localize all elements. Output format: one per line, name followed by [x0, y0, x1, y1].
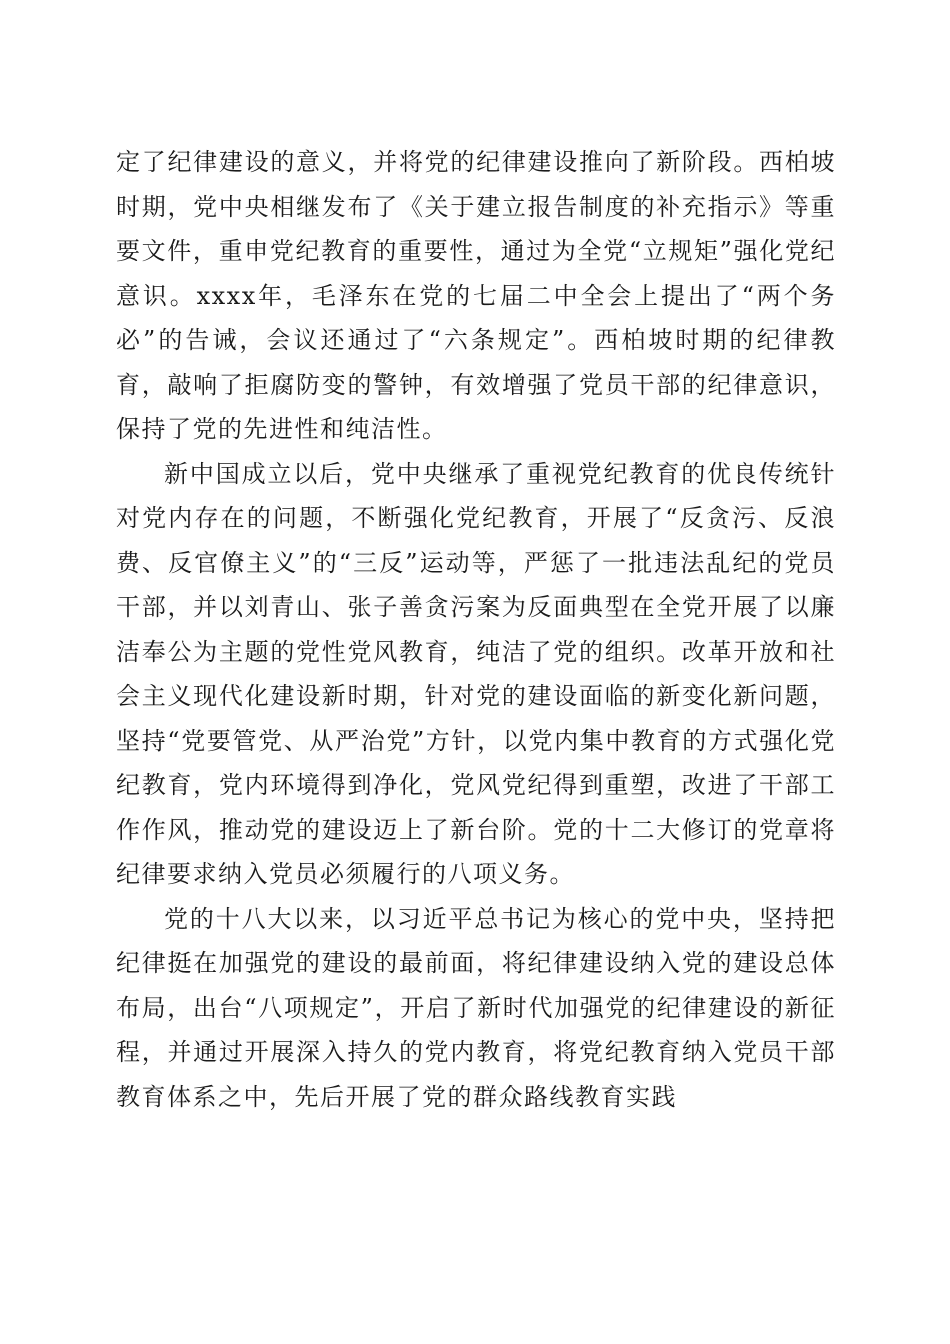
paragraph-new-china: 新中国成立以后，党中央继承了重视党纪教育的优良传统针对党内存在的问题，不断强化党纪教育，开展了“反贪污、反浪费、反官僚主义”的“三反”运动等，严惩了一批违法乱纪的党员干部，并以刘青山、张子善贪污案为反面典型在全党开展了以廉洁奉公为主题的党性党风教育，纯洁了党的组织。改革开放和社会主义现代化建设新时期，针对党的建设面临的新变化新问题，坚持“党要管党、从严治党”方针，以党内集中教育的方式强化党纪教育，党内环境得到净化，党风党纪得到重塑，改进了干部工作作风，推动党的建设迈上了新台阶。党的十二大修订的党章将纪律要求纳入党员必须履行的八项义务。	[116, 459, 836, 888]
body-text	[116, 140, 836, 1119]
paragraph-continuation: 定了纪律建设的意义，并将党的纪律建设推向了新阶段。西柏坡时期，党中央相继发布了《关于建立报告制度的补充指示》等重要文件，重申党纪教育的重要性，通过为全党“立规矩”强化党纪意识。xxxx年，毛泽东在党的七届二中全会上提出了“两个务必”的告诫，会议还通过了“六条规定”。西柏坡时期的纪律教育，敲响了拒腐防变的警钟，有效增强了党员干部的纪律意识，保持了党的先进性和纯洁性。	[116, 148, 836, 443]
paragraph-eighteenth-congress: 党的十八大以来，以习近平总书记为核心的党中央，坚持把纪律挺在加强党的建设的最前面，将纪律建设纳入党的建设总体布局，出台“八项规定”，开启了新时代加强党的纪律建设的新征程，并通过开展深入持久的党内教育，将党纪教育纳入党员干部教育体系之中，先后开展了党的群众路线教育实践	[116, 904, 836, 1111]
